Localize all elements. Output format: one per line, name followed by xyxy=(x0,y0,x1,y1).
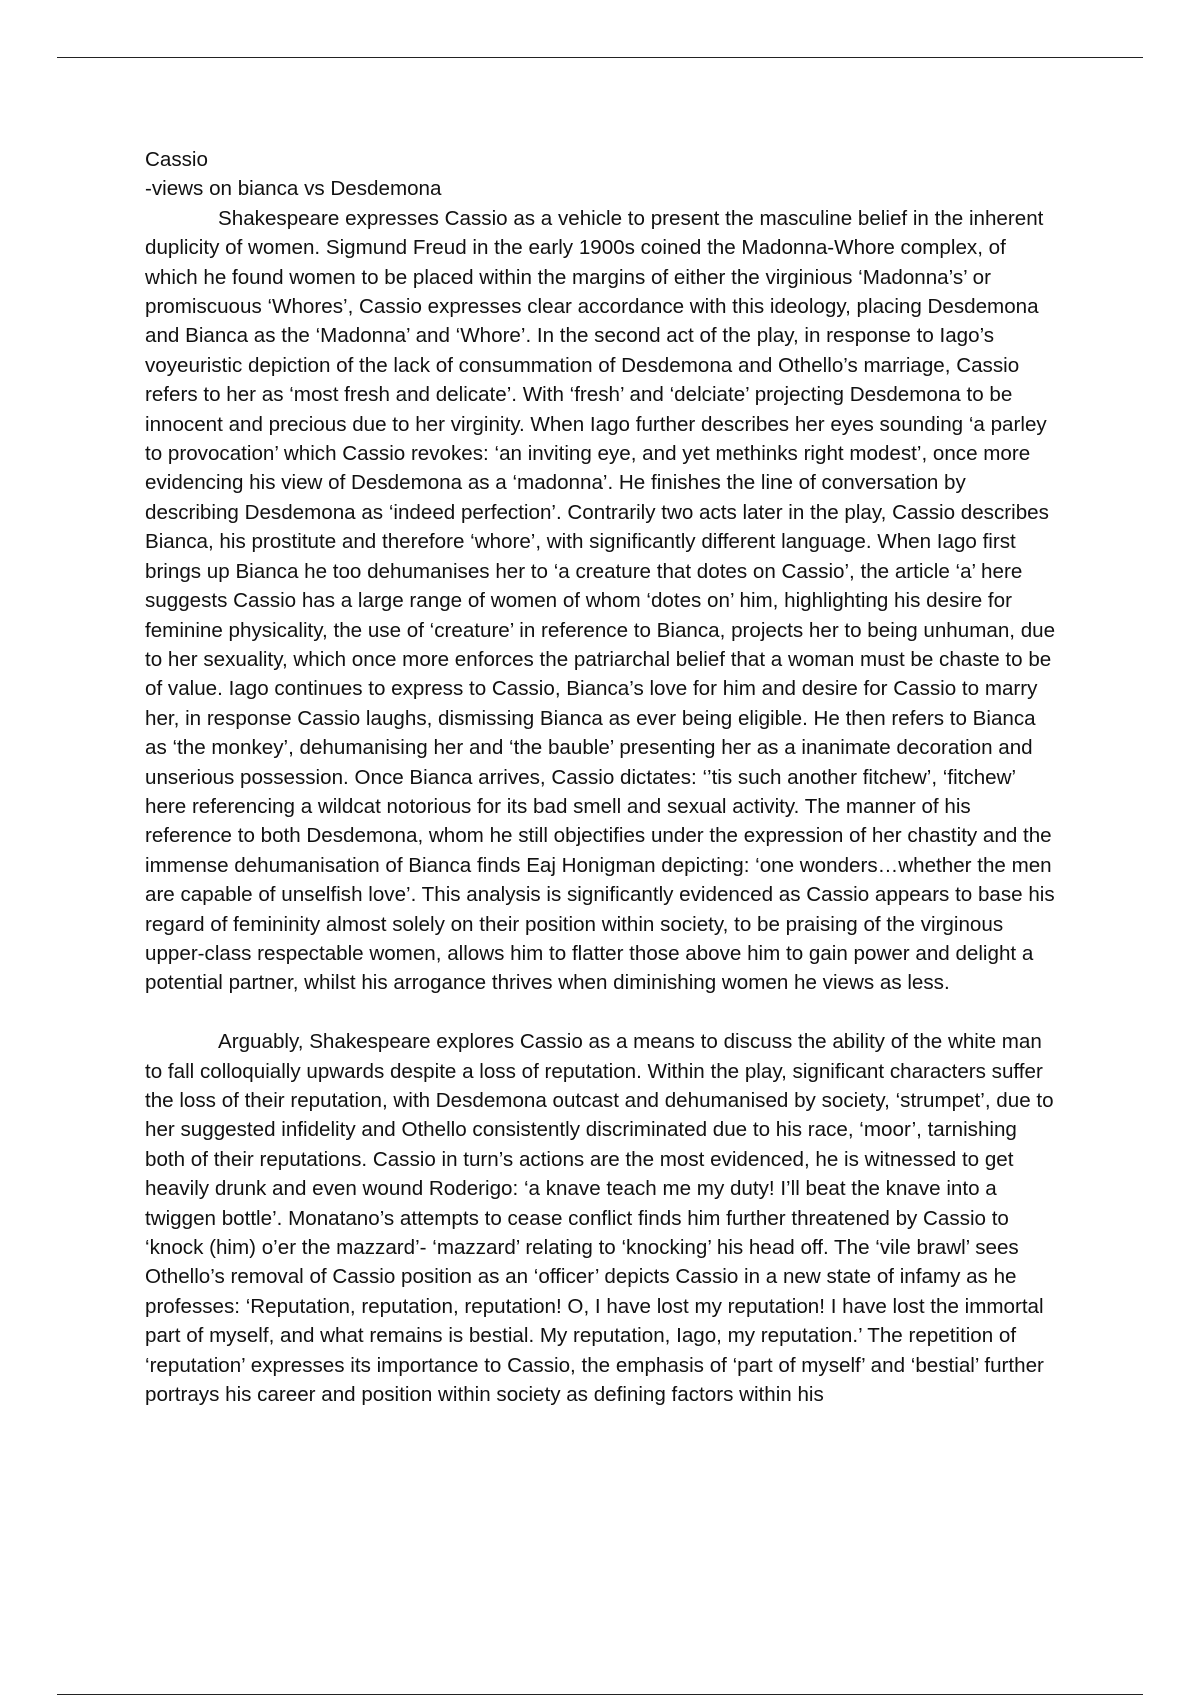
bottom-rule xyxy=(57,1694,1143,1695)
top-rule xyxy=(57,57,1143,58)
paragraph-2: Arguably, Shakespeare explores Cassio as a means to discuss the ability of the white man to fall colloquially upwards despite a loss of reputation. Within the play, significant characters suffer the loss of their reputation, with Desdemona outcast and dehumanised by society, ‘strumpet’, due to her suggested infidelity and Othello consistently discriminated due to his race, ‘moor’, tarnishing both of their reputations. Cassio in turn’s actions are the most evidenced, he is witnessed to get heavily drunk and even wound Roderigo: ‘a knave teach me my duty! I’ll beat the knave into a twiggen bottle’. Monatano’s attempts to cease conflict finds him further threatened by Cassio to ‘knock (him) o’er the mazzard’- ‘mazzard’ relating to ‘knocking’ his head off. The ‘vile brawl’ sees Othello’s removal of Cassio position as an ‘officer’ depicts Cassio in a new state of infamy as he professes: ‘Reputation, reputation, reputation! O, I have lost my reputation! I have lost the immortal part of myself, and what remains is bestial. My reputation, Iago, my reputation.’ The repetition of ‘reputation’ expresses its importance to Cassio, the emphasis of ‘part of myself’ and ‘bestial’ further portrays his career and position within society as defining factors within his xyxy=(145,1030,1054,1407)
paragraph-1: Shakespeare expresses Cassio as a vehicle to present the masculine belief in the inherent duplicity of women. Sigmund Freud in the early 1900s coined the Madonna-Whore complex, of which he found women to be placed within the margins of either the virginious ‘Madonna’s’ or promiscuous ‘Whores’, Cassio expresses clear accordance with this ideology, placing Desdemona and Bianca as the ‘Madonna’ and ‘Whore’. In the second act of the play, in response to Iago’s voyeuristic depiction of the lack of consummation of Desdemona and Othello’s marriage, Cassio refers to her as ‘most fresh and delicate’. With ‘fresh’ and ‘delciate’ projecting Desdemona to be innocent and precious due to her virginity. When Iago further describes her eyes sounding ‘a parley to provocation’ which Cassio revokes: ‘an inviting eye, and yet methinks right modest’, once more evidencing his view of Desdemona as a ‘madonna’. He finishes the line of conversation by describing Desdemona as ‘indeed perfection’. Contrarily two acts later in the play, Cassio describes Bianca, his prostitute and therefore ‘whore’, with significantly different language. When Iago first brings up Bianca he too dehumanises her to ‘a creature that dotes on Cassio’, the article ‘a’ here suggests Cassio has a large range of women of whom ‘dotes on’ him, highlighting his desire for feminine physicality, the use of ‘creature’ in reference to Bianca, projects her to being unhuman, due to her sexuality, which once more enforces the patriarchal belief that a woman must be chaste to be of value. Iago continues to express to Cassio, Bianca’s love for him and desire for Cassio to marry her, in response Cassio laughs, dismissing Bianca as ever being eligible. He then refers to Bianca as ‘the monkey’, dehumanising her and ‘the bauble’ presenting her as a inanimate decoration and unserious possession. Once Bianca arrives, Cassio dictates: ‘’tis such another fitchew’, ‘fitchew’ here referencing a wildcat notorious for its bad smell and sexual activity. The manner of his reference to both Desdemona, whom he still objectifies under the expression of her chastity and the immense dehumanisation of Bianca finds Eaj Honigman depicting: ‘one wonders…whether the men are capable of unselfish love’. This analysis is significantly evidenced as Cassio appears to base his regard of femininity almost solely on their position within society, to be praising of the virginous upper-class respectable women, allows him to flatter those above him to gain power and delight a potential partner, whilst his arrogance thrives when diminishing women he views as less. xyxy=(145,206,1056,995)
document-body xyxy=(145,145,1060,1409)
document-title: Cassio xyxy=(145,148,208,171)
document-subtitle: -views on bianca vs Desdemona xyxy=(145,177,442,201)
